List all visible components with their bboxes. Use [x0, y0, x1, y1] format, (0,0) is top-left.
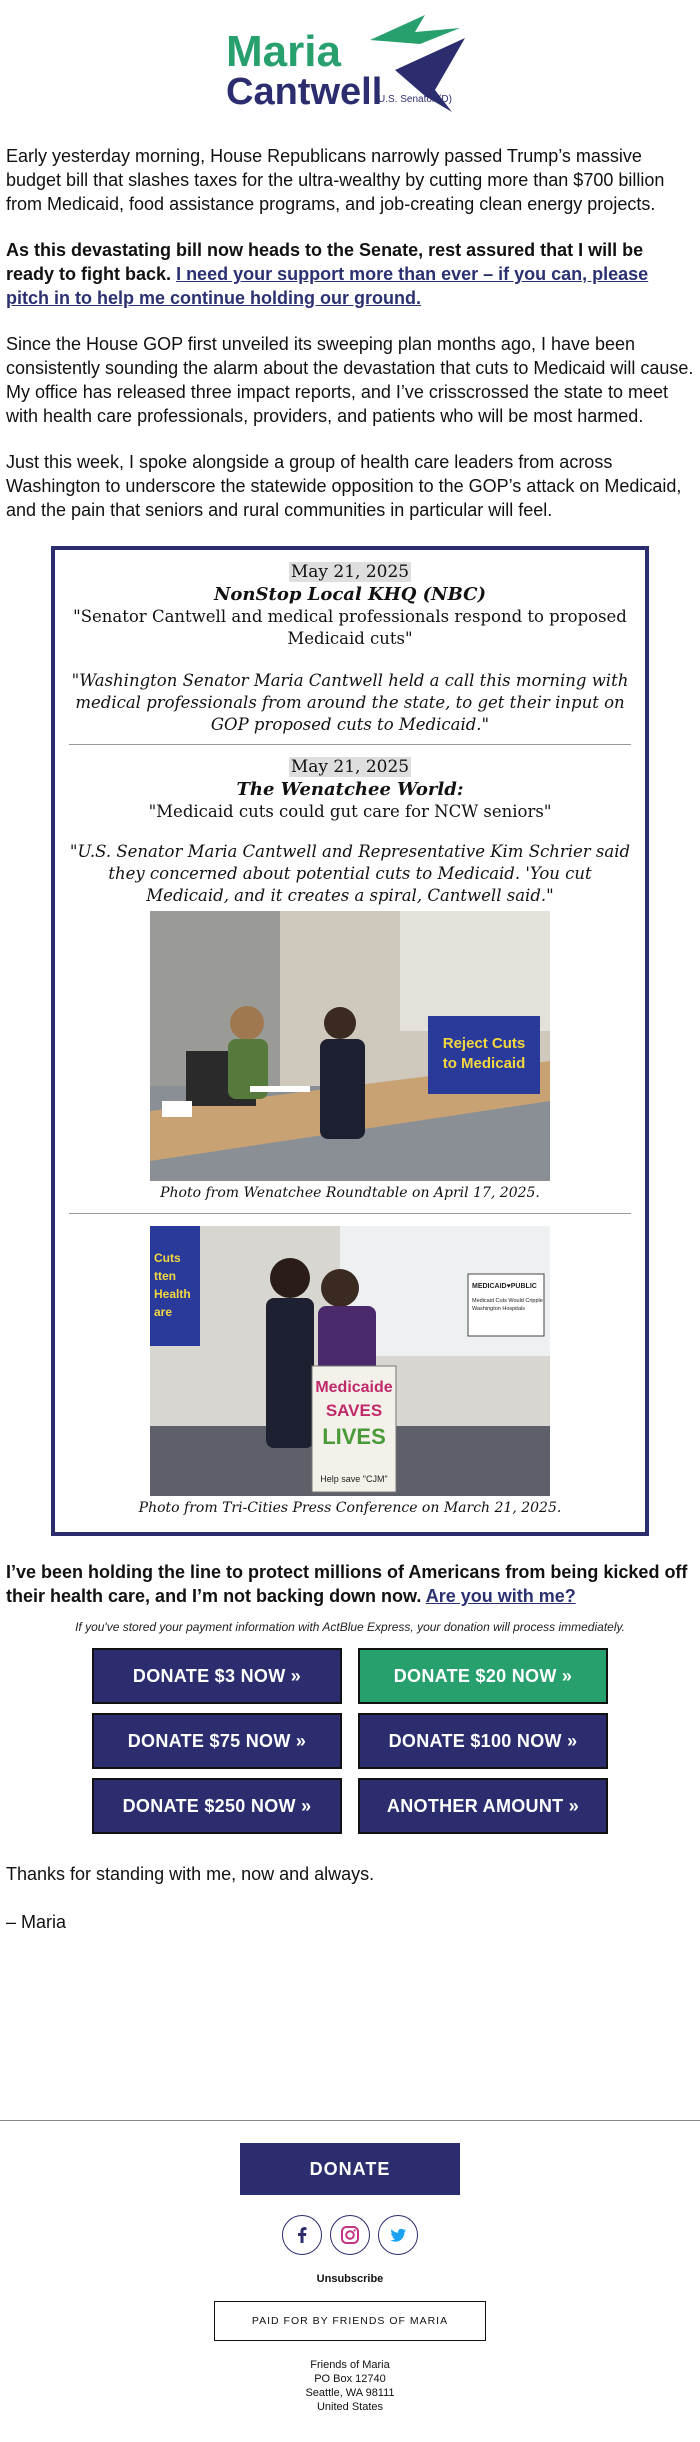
cantwell-logo: [0, 0, 700, 120]
logo-mark: [220, 10, 480, 120]
are-you-with-me-link[interactable]: Are you with me?: [425, 1586, 576, 1606]
facebook-icon[interactable]: [282, 2215, 322, 2255]
body-paragraph-4: Just this week, I spoke alongside a group of health care leaders from across Washington to underscore the statewide opposition to the GOP’s attack on Medicaid, and the pain that seniors and rural communities in particular will feel.: [6, 452, 682, 520]
photo-sign-line: Help save "CJM": [320, 1474, 388, 1484]
photo-banner-line: tten: [154, 1269, 176, 1283]
photo-poster-line: Medicaid Cuts Would Cripple: [472, 1298, 543, 1304]
logo-subtitle: U.S. Senator (D): [378, 94, 452, 105]
thanks-line: Thanks for standing with me, now and always.: [6, 1864, 375, 1884]
press-conference-photo: [150, 1226, 550, 1496]
address-line: PO Box 12740: [314, 2373, 386, 2385]
call-to-action: [6, 1560, 694, 1608]
address-line: Friends of Maria: [310, 2359, 390, 2371]
photo-caption: Photo from Tri-Cities Press Conference on March 21, 2025.: [138, 1500, 562, 1516]
donate-other-amount-button[interactable]: ANOTHER AMOUNT »: [358, 1778, 608, 1834]
photo-sign-line: Reject Cuts: [442, 1035, 526, 1052]
press-headline: "Senator Cantwell and medical professionals respond to proposed Medicaid cuts": [73, 607, 627, 648]
mailing-address: [0, 2358, 700, 2414]
body-paragraph-2: [6, 238, 694, 310]
body-paragraph-3: Since the House GOP first unveiled its sweeping plan months ago, I have been consistently sounding the alarm about the devastation that cuts to Medicaid will cause. My office has released three impact reports, and I’ve crisscrossed the state to meet with health care professionals, providers, and patients who will be most harmed.: [6, 334, 694, 426]
photo-banner-line: are: [154, 1305, 173, 1319]
photo-sign-line: to Medicaid: [442, 1055, 526, 1072]
press-item: [69, 757, 631, 907]
press-date: May 21, 2025: [290, 562, 410, 582]
photo-sign-line: SAVES: [325, 1401, 383, 1420]
roundtable-photo: [150, 911, 550, 1181]
photo-caption: Photo from Wenatchee Roundtable on April 17, 2025.: [160, 1185, 540, 1201]
photo-banner-line: Cuts: [154, 1251, 181, 1265]
donate-20-button[interactable]: DONATE $20 NOW »: [358, 1648, 608, 1704]
signoff: – Maria: [6, 1912, 67, 1932]
social-links: [0, 2215, 700, 2255]
body-paragraph-1: Early yesterday morning, House Republicans narrowly passed Trump’s massive budget bill that slashes taxes for the ultra-wealthy by cutting more than $700 billion from Medicaid, food assistance programs, and job-creating clean energy projects.: [6, 146, 665, 214]
press-quote: "Washington Senator Maria Cantwell held a call this morning with medical professionals from around the state, to get their input on GOP proposed cuts to Medicaid.": [71, 671, 629, 734]
cta-text: I’ve been holding the line to protect millions of Americans from being kicked off their health care, and I’m not backing down now.: [6, 1562, 688, 1606]
instagram-icon[interactable]: [330, 2215, 370, 2255]
donate-button-grid: [0, 1648, 700, 1834]
press-date: May 21, 2025: [290, 757, 410, 777]
twitter-icon[interactable]: [378, 2215, 418, 2255]
photo-poster-line: Washington Hospitals: [472, 1306, 525, 1312]
support-link[interactable]: I need your support more than ever – if you can, please pitch in to help me continue holding our ground.: [6, 264, 649, 308]
address-line: United States: [316, 2401, 384, 2413]
divider: [69, 1213, 631, 1214]
donate-100-button[interactable]: DONATE $100 NOW »: [358, 1713, 608, 1769]
press-quote: "U.S. Senator Maria Cantwell and Representative Kim Schrier said they concerned about potential cuts to Medicaid. 'You cut Medicaid, and it creates a spiral, Cantwell said.": [69, 842, 631, 905]
press-outlet: NonStop Local KHQ (NBC): [213, 584, 487, 605]
footer-donate-button[interactable]: DONATE: [240, 2143, 460, 2195]
paid-for-disclaimer: PAID FOR BY FRIENDS OF MARIA: [214, 2301, 486, 2341]
address-line: Seattle, WA 98111: [305, 2387, 395, 2399]
photo-sign-line: Medicaide: [315, 1379, 393, 1396]
donate-3-button[interactable]: DONATE $3 NOW »: [92, 1648, 342, 1704]
bold-statement: As this devastating bill now heads to the Senate, rest assured that I will be ready to fight back.: [6, 240, 644, 284]
logo-name-first: Maria: [226, 27, 341, 76]
press-outlet: The Wenatchee World:: [236, 779, 464, 800]
donate-75-button[interactable]: DONATE $75 NOW »: [92, 1713, 342, 1769]
actblue-note: If you've stored your payment information with ActBlue Express, your donation will process immediately.: [75, 1620, 625, 1634]
donate-250-button[interactable]: DONATE $250 NOW »: [92, 1778, 342, 1834]
press-item: [69, 562, 631, 736]
unsubscribe-link[interactable]: Unsubscribe: [316, 2273, 384, 2285]
press-coverage-box: [51, 546, 649, 1536]
divider: [69, 744, 631, 745]
photo-banner-line: Health: [154, 1287, 191, 1301]
photo-poster-line: MEDICAID♥PUBLIC: [472, 1283, 537, 1290]
press-headline: "Medicaid cuts could gut care for NCW seniors": [148, 802, 552, 821]
footer: [0, 2120, 700, 2414]
photo-sign-line: LIVES: [322, 1424, 386, 1449]
logo-name-last: Cantwell: [226, 71, 383, 113]
